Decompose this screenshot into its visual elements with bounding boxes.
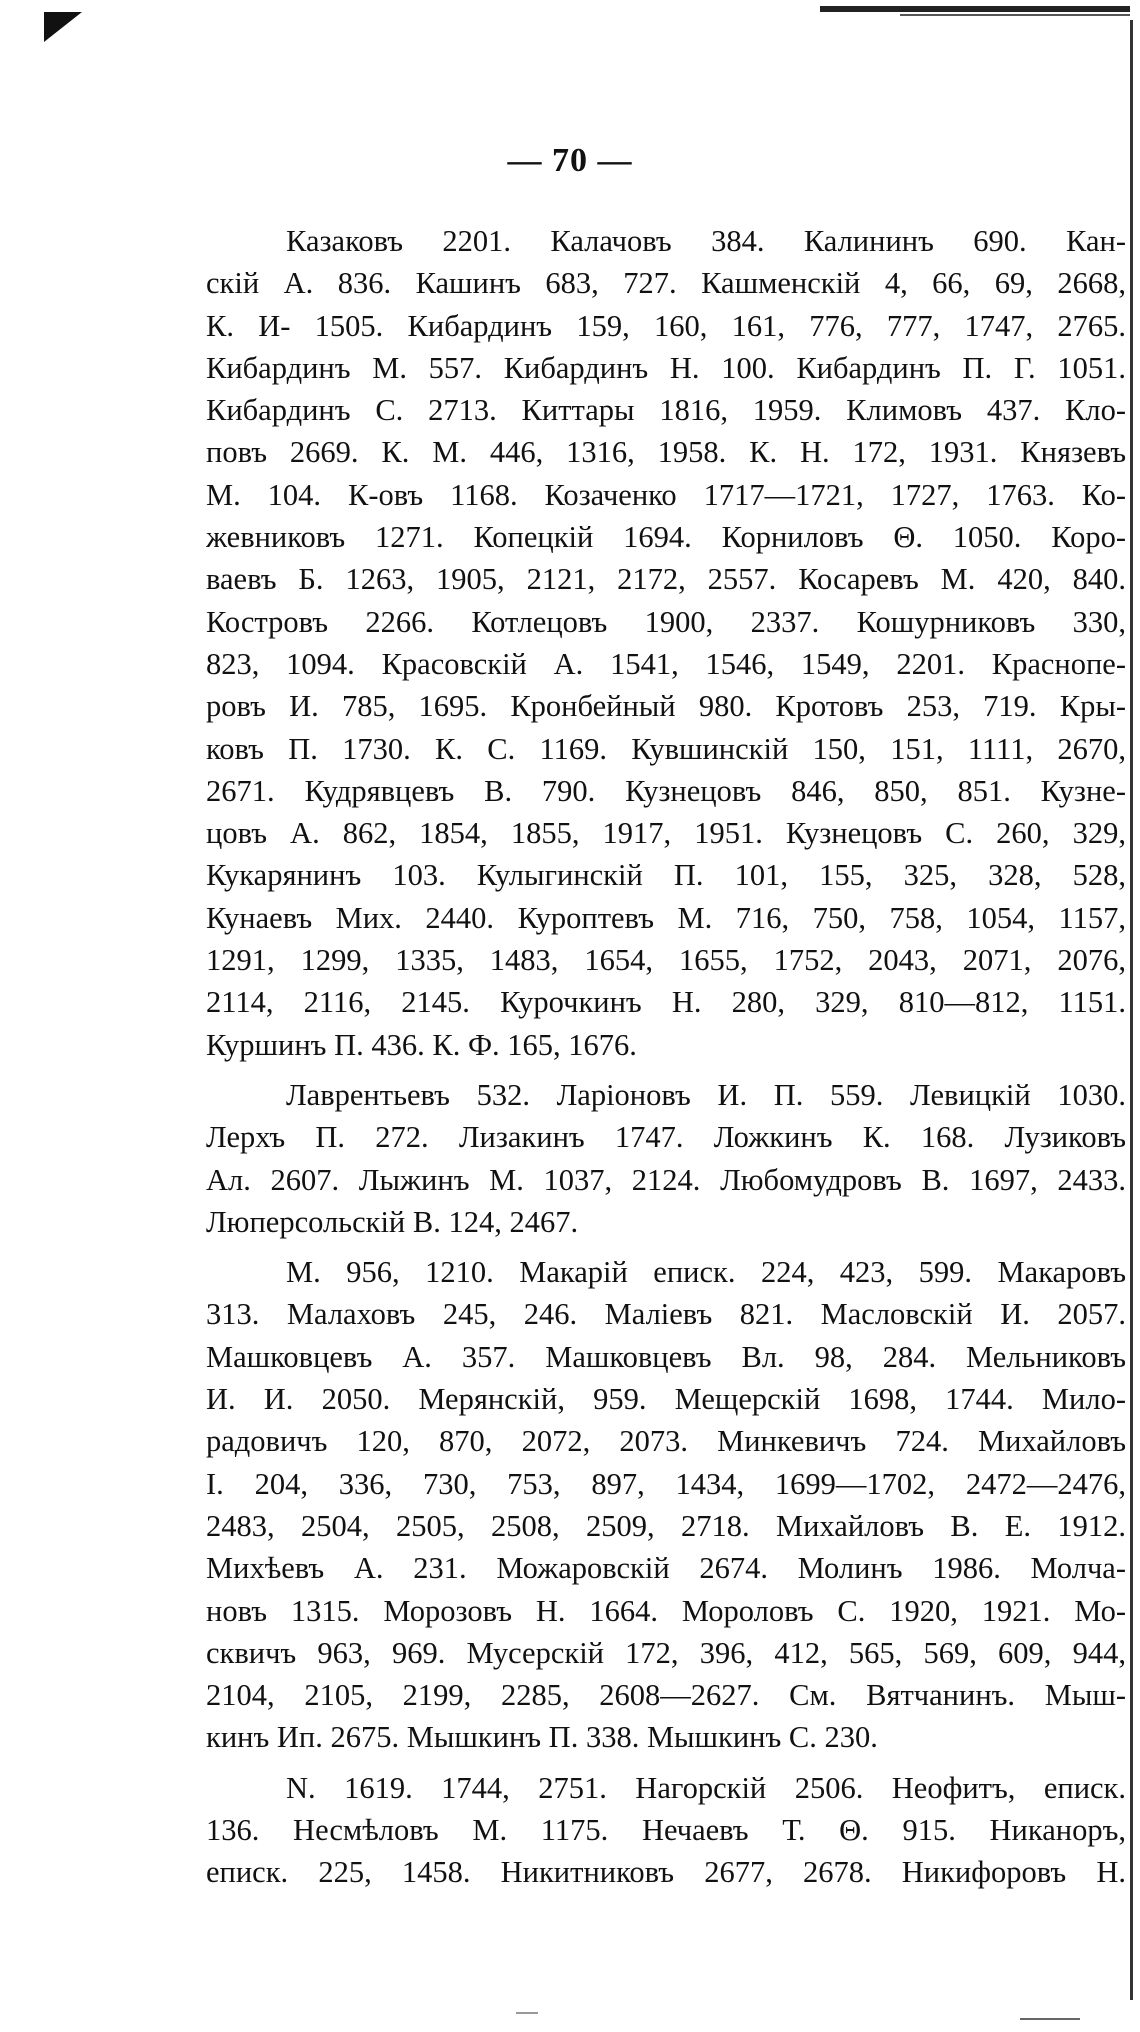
top-edge-thin-rule bbox=[900, 14, 1130, 16]
text-line: N. 1619. 1744, 2751. Нагорскій 2506. Неофитъ, еписк. bbox=[286, 1770, 1126, 1805]
text-line: Люперсольскій В. 124, 2467. bbox=[206, 1204, 579, 1239]
text-line: І. 204, 336, 730, 753, 897, 1434, 1699—1702, 2472—2476, bbox=[206, 1466, 1126, 1501]
text-line: ковъ П. 1730. К. С. 1169. Кувшинскій 150, 151, 1111, 2670, bbox=[206, 731, 1126, 766]
text-line: радовичъ 120, 870, 2072, 2073. Минкевичъ 724. Михайловъ bbox=[206, 1424, 1126, 1459]
right-margin-rule bbox=[1130, 20, 1133, 2000]
text-line: К. И- 1505. Кибардинъ 159, 160, 161, 776, 777, 1747, 2765. bbox=[206, 308, 1126, 343]
text-line: М. 104. К-овъ 1168. Козаченко 1717—1721, 1727, 1763. Ко- bbox=[206, 477, 1126, 512]
text-line: Михѣевъ А. 231. Можаровскій 2674. Молинъ 1986. Молча- bbox=[206, 1551, 1126, 1586]
text-line: новъ 1315. Морозовъ Н. 1664. Мороловъ С. 1920, 1921. Мо- bbox=[206, 1593, 1126, 1628]
text-line: жевниковъ 1271. Копецкій 1694. Корниловъ Θ. 1050. Коро- bbox=[206, 520, 1126, 555]
text-line: еписк. 225, 1458. Никитниковъ 2677, 2678. Никифоровъ Н. bbox=[206, 1855, 1126, 1890]
text-line: кинъ Ип. 2675. Мышкинъ П. 338. Мышкинъ С. 230. bbox=[206, 1720, 878, 1755]
index-paragraph-l bbox=[206, 1074, 1126, 1243]
text-line: 1291, 1299, 1335, 1483, 1654, 1655, 1752, 2043, 2071, 2076, bbox=[206, 943, 1126, 978]
text-line: 2114, 2116, 2145. Курочкинъ Н. 280, 329, 810—812, 1151. bbox=[206, 985, 1126, 1020]
text-line: М. 956, 1210. Макарій еписк. 224, 423, 599. Макаровъ bbox=[286, 1255, 1126, 1290]
text-line: 2104, 2105, 2199, 2285, 2608—2627. См. Вятчанинъ. Мыш- bbox=[206, 1678, 1126, 1713]
index-paragraph-m bbox=[206, 1251, 1126, 1759]
text-line: ровъ И. 785, 1695. Кронбейный 980. Кротовъ 253, 719. Кры- bbox=[206, 689, 1126, 724]
text-line: Кунаевъ Мих. 2440. Куроптевъ М. 716, 750, 758, 1054, 1157, bbox=[206, 900, 1126, 935]
text-line: повъ 2669. К. М. 446, 1316, 1958. К. Н. 172, 1931. Князевъ bbox=[206, 435, 1126, 470]
text-line: 823, 1094. Красовскій А. 1541, 1546, 1549, 2201. Краснопе- bbox=[206, 646, 1126, 681]
text-line: цовъ А. 862, 1854, 1855, 1917, 1951. Кузнецовъ С. 260, 329, bbox=[206, 816, 1126, 851]
index-text-block bbox=[206, 220, 1126, 1894]
page-number: — 70 — bbox=[507, 142, 633, 179]
text-line: Кибардинъ М. 557. Кибардинъ Н. 100. Кибардинъ П. Г. 1051. bbox=[206, 350, 1126, 385]
text-line: 2483, 2504, 2505, 2508, 2509, 2718. Михайловъ В. Е. 1912. bbox=[206, 1508, 1126, 1543]
text-line: И. И. 2050. Мерянскій, 959. Мещерскій 1698, 1744. Мило- bbox=[206, 1382, 1126, 1417]
bottom-edge-dash bbox=[1020, 2018, 1080, 2020]
text-line: ваевъ Б. 1263, 1905, 2121, 2172, 2557. Косаревъ М. 420, 840. bbox=[206, 562, 1126, 597]
text-line: Кибардинъ С. 2713. Киттары 1816, 1959. Климовъ 437. Кло- bbox=[206, 393, 1126, 428]
text-line: Ал. 2607. Лыжинъ М. 1037, 2124. Любомудровъ В. 1697, 2433. bbox=[206, 1162, 1126, 1197]
index-paragraph-k bbox=[206, 220, 1126, 1066]
text-line: 136. Несмѣловъ М. 1175. Нечаевъ Т. Θ. 915. Никаноръ, bbox=[206, 1812, 1126, 1847]
text-line: Кукарянинъ 103. Кулыгинскій П. 101, 155, 325, 328, 528, bbox=[206, 858, 1126, 893]
text-line: скій А. 836. Кашинъ 683, 727. Кашменскій 4, 66, 69, 2668, bbox=[206, 266, 1126, 301]
text-line: Казаковъ 2201. Калачовъ 384. Калининъ 690. Кан- bbox=[286, 224, 1126, 258]
text-line: Лерхъ П. 272. Лизакинъ 1747. Ложкинъ К. 168. Лузиковъ bbox=[206, 1120, 1126, 1155]
top-edge-rule bbox=[820, 6, 1130, 12]
text-line: Костровъ 2266. Котлецовъ 1900, 2337. Кошурниковъ 330, bbox=[206, 604, 1126, 639]
bottom-smudge-mark bbox=[516, 2012, 538, 2014]
text-line: Куршинъ П. 436. К. Ф. 165, 1676. bbox=[206, 1027, 637, 1062]
corner-triangle-mark bbox=[44, 12, 82, 42]
text-line: Лаврентьевъ 532. Ларіоновъ И. П. 559. Левицкій 1030. bbox=[286, 1077, 1126, 1112]
text-line: 2671. Кудрявцевъ В. 790. Кузнецовъ 846, 850, 851. Кузне- bbox=[206, 773, 1126, 808]
text-line: 313. Малаховъ 245, 246. Маліевъ 821. Масловскій И. 2057. bbox=[206, 1297, 1126, 1332]
index-paragraph-n bbox=[206, 1767, 1126, 1894]
text-line: сквичъ 963, 969. Мусерскій 172, 396, 412, 565, 569, 609, 944, bbox=[206, 1635, 1126, 1670]
text-line: Машковцевъ А. 357. Машковцевъ Вл. 98, 284. Мельниковъ bbox=[206, 1339, 1126, 1374]
